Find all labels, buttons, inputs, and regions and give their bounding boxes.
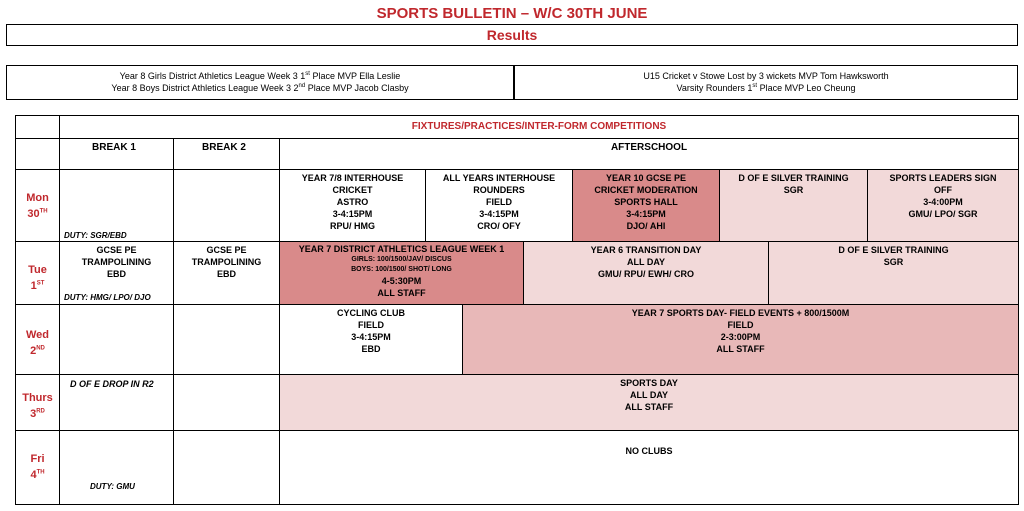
day-date: 30TH (27, 208, 48, 220)
tue-break2: GCSE PE TRAMPOLINING EBD (173, 241, 280, 305)
thu-break2 (173, 374, 280, 431)
wed-activity-2: YEAR 7 SPORTS DAY- FIELD EVENTS + 800/1500M FIELD 2-3:00PM ALL STAFF (462, 304, 1019, 375)
mon-break2 (173, 169, 280, 242)
day-tue (15, 241, 60, 305)
day-thu (15, 374, 60, 431)
day-name: Thurs (22, 392, 53, 404)
col-break1: BREAK 1 (59, 138, 174, 170)
day-name: Tue (28, 264, 47, 276)
col-afterschool: AFTERSCHOOL (279, 138, 1019, 170)
day-date: 2ND (30, 345, 45, 357)
mon-activity-5: SPORTS LEADERS SIGN OFF 3-4:00PM GMU/ LPO/ SGR (867, 169, 1019, 242)
col-break2: BREAK 2 (173, 138, 280, 170)
results-right (514, 65, 1018, 100)
fri-activity-1: NO CLUBS (279, 430, 1019, 505)
day-wed (15, 304, 60, 375)
result-line: U15 Cricket v Stowe Lost by 3 wickets MVP Tom Hawksworth (643, 71, 889, 81)
mon-break1 (59, 169, 174, 242)
mon-activity-4: D OF E SILVER TRAINING SGR (719, 169, 868, 242)
duty-text: DUTY: SGR/EBD (64, 231, 127, 240)
mon-activity-2: ALL YEARS INTERHOUSE ROUNDERS FIELD 3-4:15PM CRO/ OFY (425, 169, 573, 242)
thu-activity-1: SPORTS DAY ALL DAY ALL STAFF (279, 374, 1019, 431)
results-heading: Results (6, 24, 1018, 46)
mon-activity-3: YEAR 10 GCSE PE CRICKET MODERATION SPORTS HALL 3-4:15PM DJO/ AHI (572, 169, 720, 242)
tue-activity-2: YEAR 6 TRANSITION DAY ALL DAY GMU/ RPU/ EWH/ CRO (523, 241, 769, 305)
tue-activity-1: YEAR 7 DISTRICT ATHLETICS LEAGUE WEEK 1 GIRLS: 100/1500/JAV/ DISCUS BOYS: 100/1500/ SHOT/ LONG 4-5:30PM ALL STAFF (279, 241, 524, 305)
result-line: Varsity Rounders 1st Place MVP Leo Cheung (676, 83, 856, 93)
duty-text: DUTY: GMU (90, 482, 135, 491)
fri-break1 (59, 430, 174, 505)
result-line: Year 8 Boys District Athletics League Week 3 2nd Place MVP Jacob Clasby (111, 83, 409, 93)
corner-cell (15, 115, 60, 139)
wed-break1 (59, 304, 174, 375)
fixtures-heading: FIXTURES/PRACTICES/INTER-FORM COMPETITIONS (59, 115, 1019, 139)
day-name: Mon (26, 192, 49, 204)
fri-break2 (173, 430, 280, 505)
corner-cell-2 (15, 138, 60, 170)
day-date: 3RD (30, 408, 45, 420)
page-title: SPORTS BULLETIN – W/C 30TH JUNE (376, 5, 648, 22)
day-date: 1ST (30, 280, 45, 292)
duty-text: DUTY: HMG/ LPO/ DJO (64, 293, 151, 302)
result-line: Year 8 Girls District Athletics League Week 3 1st Place MVP Ella Leslie (119, 71, 401, 81)
thu-break1-text: D OF E DROP IN R2 (70, 379, 154, 389)
mon-activity-1: YEAR 7/8 INTERHOUSE CRICKET ASTRO 3-4:15PM RPU/ HMG (279, 169, 426, 242)
tue-break1: GCSE PE TRAMPOLINING EBD DUTY: HMG/ LPO/ DJO (59, 241, 174, 305)
results-left (6, 65, 514, 100)
day-mon (15, 169, 60, 242)
thu-break1 (59, 374, 174, 431)
day-name: Fri (30, 453, 45, 465)
tue-activity-3: D OF E SILVER TRAINING SGR (768, 241, 1019, 305)
day-name: Wed (25, 329, 50, 341)
wed-activity-1: CYCLING CLUB FIELD 3-4:15PM EBD (279, 304, 463, 375)
wed-break2 (173, 304, 280, 375)
day-fri (15, 430, 60, 505)
day-date: 4TH (30, 469, 45, 481)
